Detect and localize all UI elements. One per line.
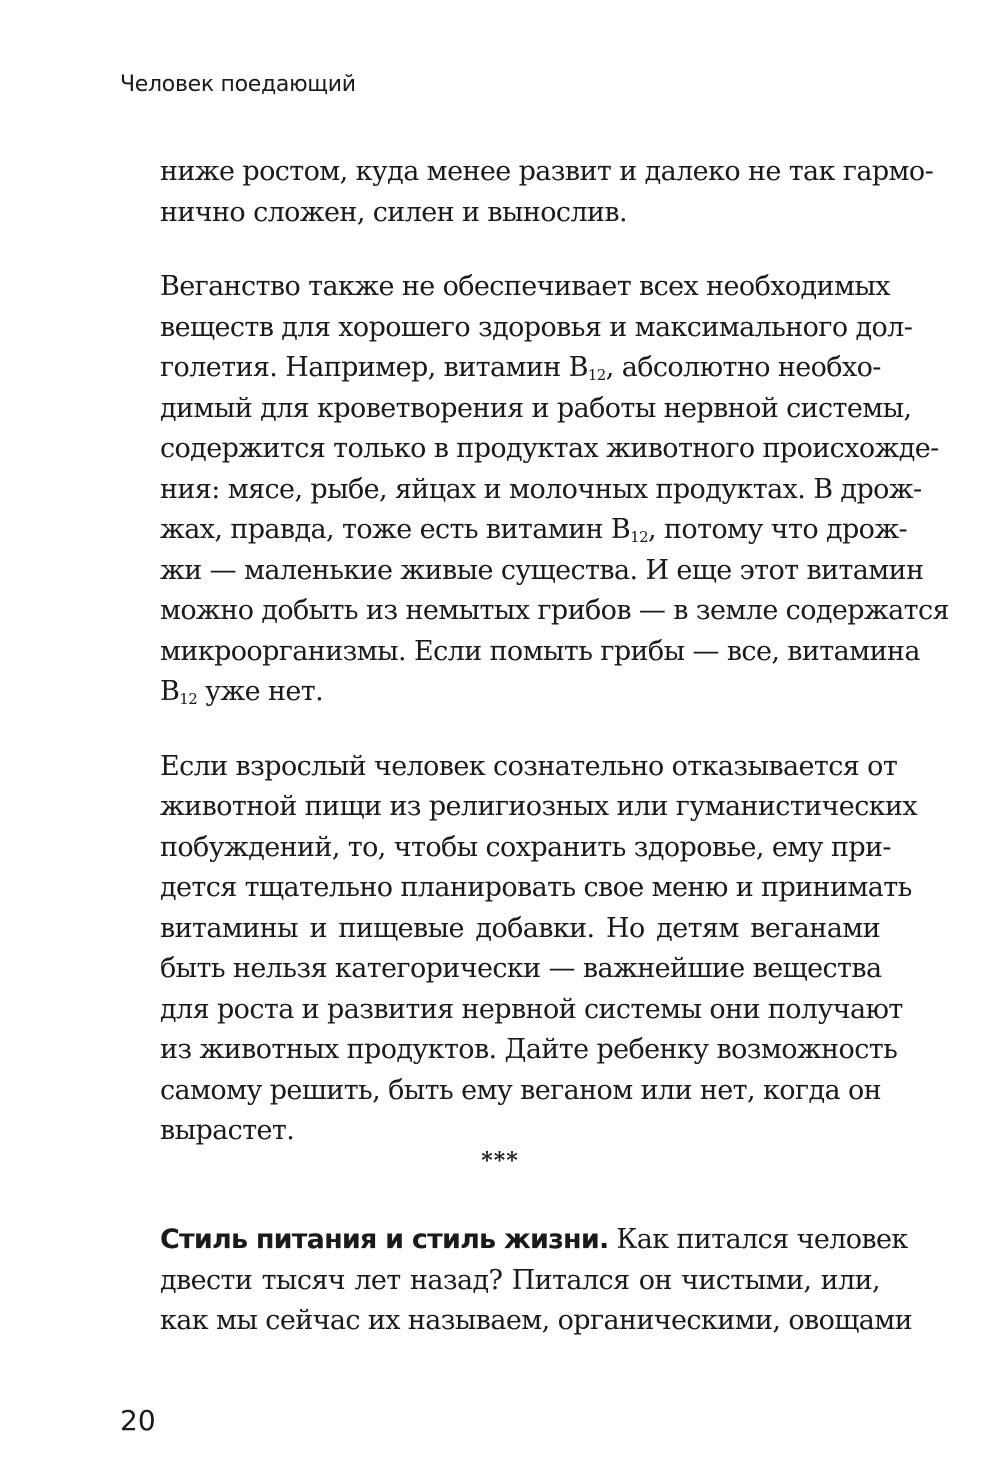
text-line: животной пищи из религиозных или гуманистических [160, 791, 918, 822]
running-head: Человек поедающий [120, 72, 356, 97]
page-number: 20 [120, 1404, 156, 1437]
text-line: $В_{12}$ уже нет. [160, 676, 324, 708]
text-line: голетия. Например, витамин $В_{12}$, абсолютно необхо- [160, 352, 881, 384]
text-line: жах, правда, тоже есть витамин $В_{12}$, потому что дрож- [160, 514, 908, 546]
subscript-12: 12 [587, 366, 606, 384]
text-line: двести тысяч лет назад? Питался он чистыми, или, [160, 1264, 880, 1296]
body-text [160, 152, 949, 1152]
text-line: для роста и развития нервной системы они получают [160, 993, 903, 1025]
paragraph-3 [160, 747, 918, 1152]
text-line: витамины и пищевые добавки. Но детям веганами [160, 912, 880, 944]
text-line: Если взрослый человек сознательно отказывается от [160, 750, 898, 782]
text-line: самому решить, быть ему веганом или нет, когда он [160, 1074, 882, 1106]
text-line: можно добыть из немытых грибов — в земле содержатся [160, 595, 949, 626]
paragraph-1 [160, 152, 934, 233]
text-line: димый для кроветворения и работы нервной системы, [160, 392, 912, 424]
section-heading: Стиль питания и стиль жизни. [160, 1224, 609, 1255]
text-line: побуждений, то, чтобы сохранить здоровье, ему при- [160, 831, 891, 863]
text-line: нично сложен, силен и вынослив. [160, 196, 627, 228]
text-line: быть нельзя категорически — важнейшие вещества [160, 953, 882, 984]
text-line: как мы сейчас их называем, органическими, овощами [160, 1305, 913, 1336]
text-line: из животных продуктов. Дайте ребенку возможность [160, 1034, 898, 1065]
text-line: ниже ростом, куда менее развит и далеко не так гармо- [160, 156, 934, 187]
text-line: Веганство также не обеспечивает всех необходимых [160, 271, 890, 302]
text-line: вырастет. [160, 1115, 295, 1146]
text-line: дется тщательно планировать свое меню и принимать [160, 872, 912, 903]
text-line: веществ для хорошего здоровья и максимального дол- [160, 311, 913, 343]
text-line: микроорганизмы. Если помыть грибы — все, витамина [160, 635, 920, 667]
text-line: жи — маленькие живые существа. И еще этот витамин [160, 554, 924, 586]
section-start [160, 1220, 913, 1342]
subscript-12: 12 [630, 528, 649, 546]
section-separator: *** [481, 1148, 519, 1174]
text-line: ния: мясе, рыбе, яйцах и молочных продуктах. В дрож- [160, 473, 922, 505]
paragraph-2 [160, 267, 949, 713]
text-line: содержится только в продуктах животного происхожде- [160, 433, 939, 464]
subscript-12: 12 [179, 690, 198, 708]
text-line: Стиль питания и стиль жизни. Как питался человек [160, 1224, 908, 1255]
